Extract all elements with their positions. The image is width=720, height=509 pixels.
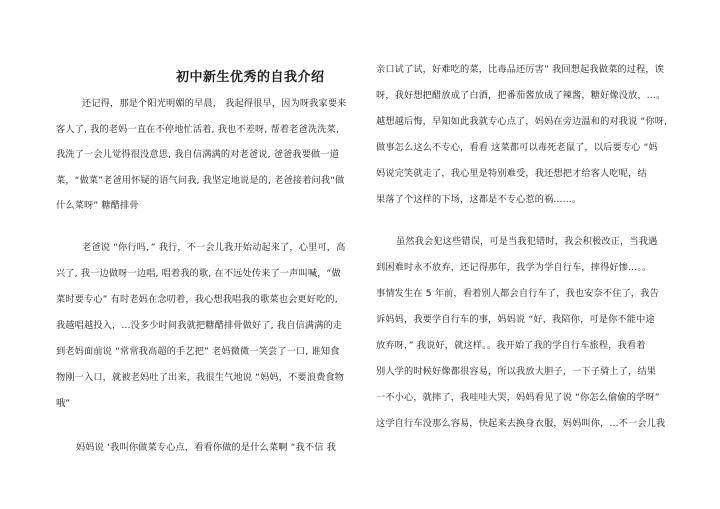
paragraph-line: 兴了, 我一边做呀一边唱, 唱着我的歌, 在不远处传来了一声叫喊，“做 bbox=[56, 268, 341, 279]
paragraph-line: 到老妈面前说 “常常我高超的手艺把” 老妈微微一笑尝了一口, 谁知食 bbox=[56, 346, 340, 357]
document-title: 初中新生优秀的自我介绍 bbox=[176, 70, 325, 85]
paragraph-line: 到困难时永不放弃，还记得那年，我学为学自行车，摔得好惨...。。 bbox=[376, 262, 652, 273]
paragraph-line: 做事怎么这么不专心，看看 这菜都可以毒死老鼠了，以后要专心 “妈 bbox=[376, 142, 658, 153]
paragraph-line: 物刚一入口，就被老妈吐了出来，我很生气地说 “妈妈，不要浪费食物 bbox=[56, 372, 345, 383]
paragraph-line: 别人学的时候好像都很容易，所以我放大胆子，一下子骑上了，结果 bbox=[376, 366, 657, 377]
paragraph-line: 菜时要专心” 有时老妈在念叨着，我心想我唱我的歌菜也会更好吃的, bbox=[56, 294, 338, 305]
paragraph-line: 妈妈说 ‘我叫你做菜专心点，看看你做的是什么菜啊 “我不信 我 bbox=[76, 442, 336, 453]
paragraph-line: 一不小心，就摔了，我哇哇大哭，妈妈看见了说 “你怎么偷偷的学呀” bbox=[376, 392, 660, 403]
paragraph-line: 老爸说 “你行吗，” 我行，不一会儿我开始动起来了，心里可，高 bbox=[82, 242, 346, 253]
paragraph-line: 虽然我会犯这些错误，可是当我犯错时，我会积极改正，当我遇 bbox=[396, 236, 658, 247]
paragraph-line: 哦” bbox=[56, 398, 71, 409]
paragraph-line: 这学自行车没那么容易，快起来去换身衣服，妈妈叫你，...不一会儿我 bbox=[376, 418, 666, 429]
paragraph-line: 放弃呀，” 我说好，就这样。。我开始了我的学自行车旅程，我看着 bbox=[376, 340, 646, 351]
paragraph-line: 诉妈妈，我要学自行车的事，妈妈说 “好，我陪你，可是你不能中途 bbox=[376, 314, 655, 325]
paragraph-line: 我洗了一会儿觉得很没意思, 我自信满满的对老爸说, 爸爸我要做一道 bbox=[56, 149, 340, 160]
paragraph-line: 事情发生在 5 年前，看着别人都会自行车了，我也安奈不住了，我告 bbox=[376, 288, 659, 299]
paragraph-line: 亲口试了试，好难吃的菜，比毒品还厉害” 我回想起我做菜的过程，诶 bbox=[376, 64, 665, 75]
paragraph-line: 菜，“做菜”老爸用怀疑的语气问我, 我坚定地说是的, 老爸接着问我“做 bbox=[56, 175, 345, 186]
paragraph-line: 果落了个这样的下场，这都是不专心惹的祸......。 bbox=[376, 194, 582, 205]
paragraph-line: 还记得，那是个阳光明媚的早晨， 我起得很早，因为呀我家要来 bbox=[82, 98, 347, 109]
paragraph-line: 呀，我好想把醋放成了白酒，把番茄酱放成了辣酱，糖好像没放，...。 bbox=[376, 90, 666, 101]
paragraph-line: 什么菜呀” 糖醋排骨 bbox=[56, 200, 139, 211]
paragraph-line: 我越唱越投入，...没多少时间我就把糖醋排骨做好了, 我自信满满的走 bbox=[56, 320, 343, 331]
paragraph-line: 妈说完笑就走了，我心里是特别难受，我还想把才给客人吃呢，结 bbox=[376, 168, 647, 179]
paragraph-line: 客人了, 我的老妈一直在不停地忙活着, 我也不差呀, 帮着老爸洗洗菜, bbox=[56, 124, 339, 135]
paragraph-line: 越想越后悔，早知如此我就专心点了，妈妈在旁边温和的对我说 “你呀, bbox=[376, 116, 668, 127]
